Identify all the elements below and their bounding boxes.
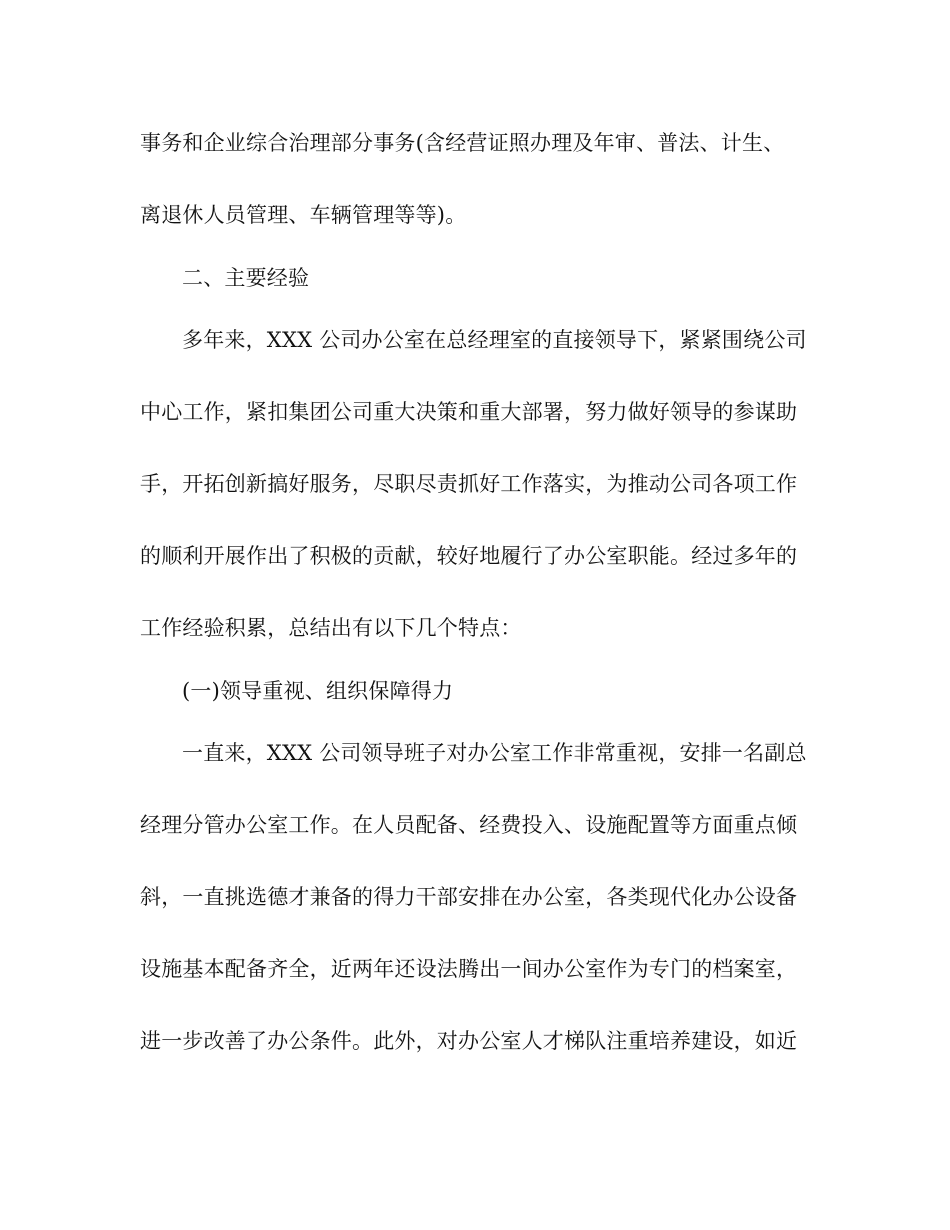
paragraph-line: 工作经验积累，总结出有以下几个特点： bbox=[140, 616, 522, 640]
paragraph-line: 经理分管办公室工作。在人员配备、经费投入、设施配置等方面重点倾 bbox=[140, 813, 798, 837]
subsection-heading: (一)领导重视、组织保障得力 bbox=[182, 679, 454, 703]
section-heading: 二、主要经验 bbox=[182, 266, 310, 290]
paragraph-line: 设施基本配备齐全，近两年还设法腾出一间办公室作为专门的档案室， bbox=[140, 957, 798, 981]
paragraph-line: 事务和企业综合治理部分事务(含经营证照办理及年审、普法、计生、 bbox=[140, 131, 785, 155]
paragraph-line: 一直来，XXX 公司领导班子对办公室工作非常重视，安排一名副总 bbox=[182, 741, 807, 765]
paragraph-line: 的顺利开展作出了积极的贡献，较好地履行了办公室职能。经过多年的 bbox=[140, 544, 798, 568]
paragraph-line: 斜，一直挑选德才兼备的得力干部安排在办公室，各类现代化办公设备 bbox=[140, 885, 798, 909]
paragraph-line: 进一步改善了办公条件。此外，对办公室人才梯队注重培养建设，如近 bbox=[140, 1029, 798, 1053]
paragraph-line: 中心工作，紧扣集团公司重大决策和重大部署，努力做好领导的参谋助 bbox=[140, 400, 798, 424]
paragraph-line: 离退休人员管理、车辆管理等等)。 bbox=[140, 203, 467, 227]
paragraph-line: 手，开拓创新搞好服务，尽职尽责抓好工作落实，为推动公司各项工作 bbox=[140, 472, 798, 496]
paragraph-line: 多年来，XXX 公司办公室在总经理室的直接领导下，紧紧围绕公司 bbox=[182, 328, 807, 352]
